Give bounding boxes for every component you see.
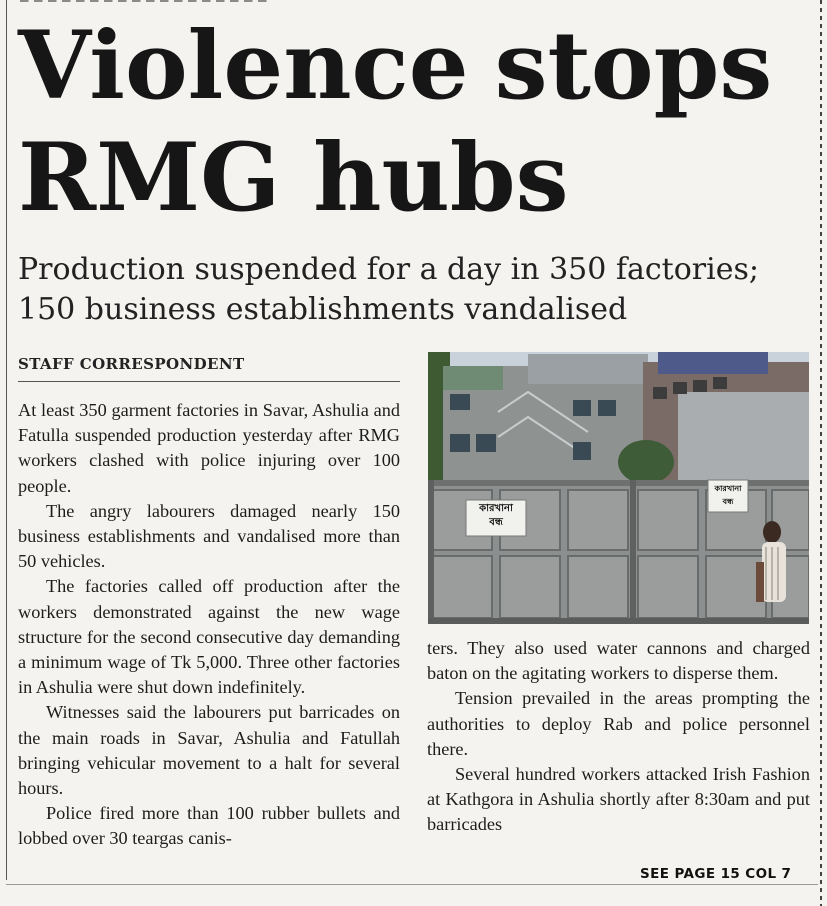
sign-left-line-2: বন্ধ [489,517,503,528]
continuation-jump-line: SEE PAGE 15 COL 7 [640,866,792,882]
paragraph: The factories called off production after the workers demonstrated against the new wage structure for the second consecutive day demanding a minimum wage of Tk 5,000. Three other factories in Ashulia were shut down indefinitely. [18,576,400,698]
paragraph: ters. They also used water cannons and charged baton on the agitating workers to disperse them. [427,638,810,684]
paragraph: The angry labourers damaged nearly 150 business establishments and vandalised more than 50 vehicles. [18,500,400,572]
sign-left [466,502,526,530]
article-column-2 [427,636,810,838]
paragraph: Several hundred workers attacked Irish Fashion at Kathgora in Ashulia shortly after 8:30am and put barricades [427,764,810,835]
paragraph: At least 350 garment factories in Savar, Ashulia and Fatulla suspended production yesterday after RMG workers clashed with police injuring over 100 people. [18,400,400,496]
headline [18,10,772,234]
paragraph: Tension prevailed in the areas prompting the authorities to deploy Rab and police personnel there. [427,688,810,759]
left-column-rule [6,0,7,880]
headline-line-1 [18,10,772,122]
bottom-rule [6,884,818,885]
byline: STAFF CORRESPONDENT [18,355,400,382]
news-photo-factory-gate [428,352,809,624]
sign-right-line-1: কারখানা [714,484,742,493]
paragraph: Witnesses said the labourers put barricades on the main roads in Savar, Ashulia and Fatullah bringing vehicular movement to a halt for several hours. [18,702,400,799]
top-cut-edge [20,0,270,2]
headline-word: Violence [18,11,469,121]
sign-right-line-2: বন্ধ [722,497,734,506]
subheadline [18,250,759,330]
paragraph: Police fired more than 100 rubber bullets and lobbed over 30 teargas canis- [18,803,400,849]
article-column-1 [18,398,400,852]
subheadline-line-1: Production suspended for a day in 350 factories; [18,252,759,287]
right-dotted-cut-line [820,0,822,906]
headline-word: stops [494,11,773,121]
subheadline-line-2: 150 business establishments vandalised [18,292,628,327]
sign-right [708,482,748,508]
sign-left-line-1: কারখানা [479,503,513,514]
headline-line-2: RMG hubs [18,123,569,233]
